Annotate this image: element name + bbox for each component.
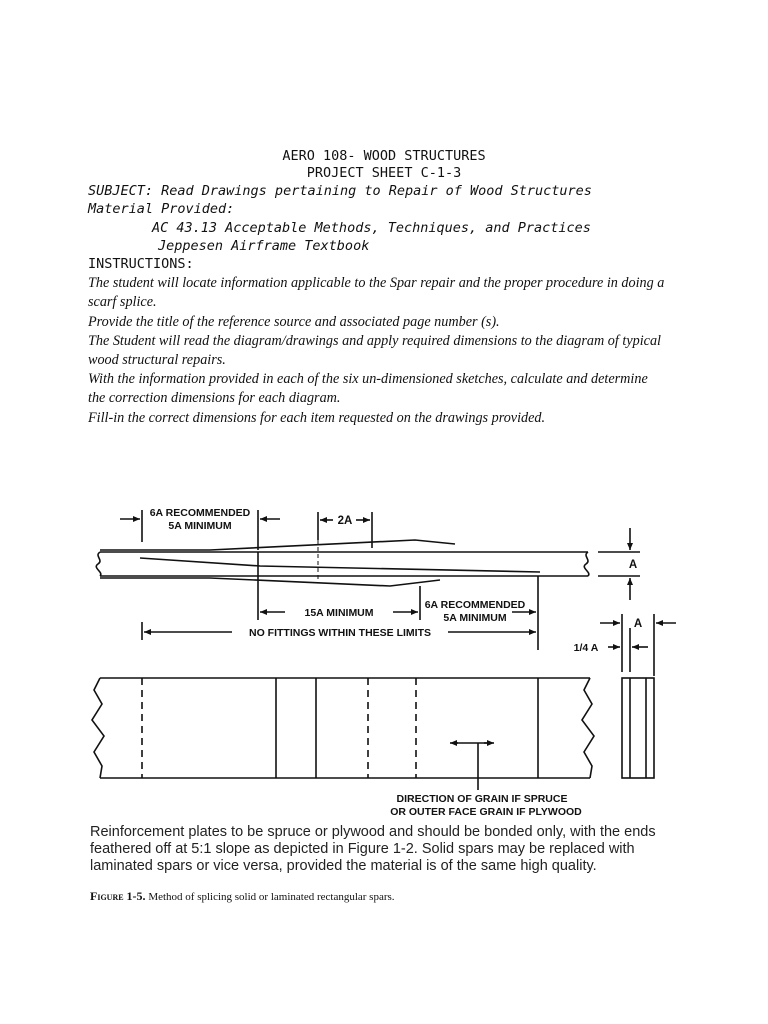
label-grain-spruce: DIRECTION OF GRAIN IF SPRUCE bbox=[396, 793, 568, 805]
instructions-label: INSTRUCTIONS: bbox=[88, 256, 194, 272]
course-title: AERO 108- WOOD STRUCTURES bbox=[282, 148, 486, 164]
material-item: AC 43.13 Acceptable Methods, Techniques, and Practices bbox=[152, 220, 591, 236]
instruction-paragraph: With the information provided in each of the six un-dimensioned sketches, calculate and determine the correction dimensions for each diagram. bbox=[88, 371, 648, 406]
dimension-6a-mid bbox=[512, 576, 538, 650]
grain-direction-arrow bbox=[450, 743, 494, 790]
spar-splice-diagram bbox=[0, 490, 768, 820]
label-grain-plywood: OR OUTER FACE GRAIN IF PLYWOOD bbox=[390, 806, 582, 818]
dimension-quarter-a bbox=[608, 628, 648, 672]
instruction-paragraph: The student will locate information applicable to the Spar repair and the proper procedure in doing a scarf splice. bbox=[88, 275, 665, 310]
instruction-paragraph: The Student will read the diagram/drawings and apply required dimensions to the diagram of typical wood structural repairs. bbox=[88, 333, 661, 368]
label-6a-recommended-mid: 6A RECOMMENDED bbox=[424, 599, 526, 611]
label-5a-minimum-mid: 5A MINIMUM bbox=[443, 612, 507, 624]
label-no-fittings: NO FITTINGS WITHIN THESE LIMITS bbox=[249, 627, 431, 639]
instruction-paragraph: Provide the title of the reference source and associated page number (s). bbox=[88, 314, 500, 330]
label-2a: 2A bbox=[337, 515, 353, 527]
figure-caption-text: Method of splicing solid or laminated rectangular spars. bbox=[145, 891, 395, 903]
label-a-thickness: A bbox=[628, 559, 638, 571]
label-a-width: A bbox=[633, 618, 643, 630]
label-6a-recommended-top: 6A RECOMMENDED bbox=[149, 507, 251, 519]
figure-caption bbox=[90, 889, 395, 904]
spar-cross-section bbox=[622, 678, 654, 778]
material-label: Material Provided: bbox=[88, 201, 235, 217]
label-5a-minimum-top: 5A MINIMUM bbox=[168, 520, 232, 532]
spar-side-view bbox=[96, 540, 589, 586]
spar-top-view bbox=[92, 678, 594, 778]
instruction-paragraph: Fill-in the correct dimensions for each item requested on the drawings provided. bbox=[88, 410, 546, 426]
label-15a-minimum: 15A MINIMUM bbox=[304, 607, 374, 619]
figure-caption-label: Figure 1-5. bbox=[90, 889, 146, 903]
label-quarter-a: 1/4 A bbox=[573, 642, 599, 654]
material-item: Jeppesen Airframe Textbook bbox=[158, 238, 370, 254]
reinforcement-note: Reinforcement plates to be spruce or plywood and should be bonded only, with the ends feathered off at 5:1 slope as depicted in Figure 1-2. Solid spars may be replaced with laminated spars or vice versa, provided the material is of the same high quality. bbox=[90, 824, 656, 874]
subject-line: SUBJECT: Read Drawings pertaining to Repair of Wood Structures bbox=[88, 183, 592, 199]
project-sheet-title: PROJECT SHEET C-1-3 bbox=[306, 165, 462, 181]
